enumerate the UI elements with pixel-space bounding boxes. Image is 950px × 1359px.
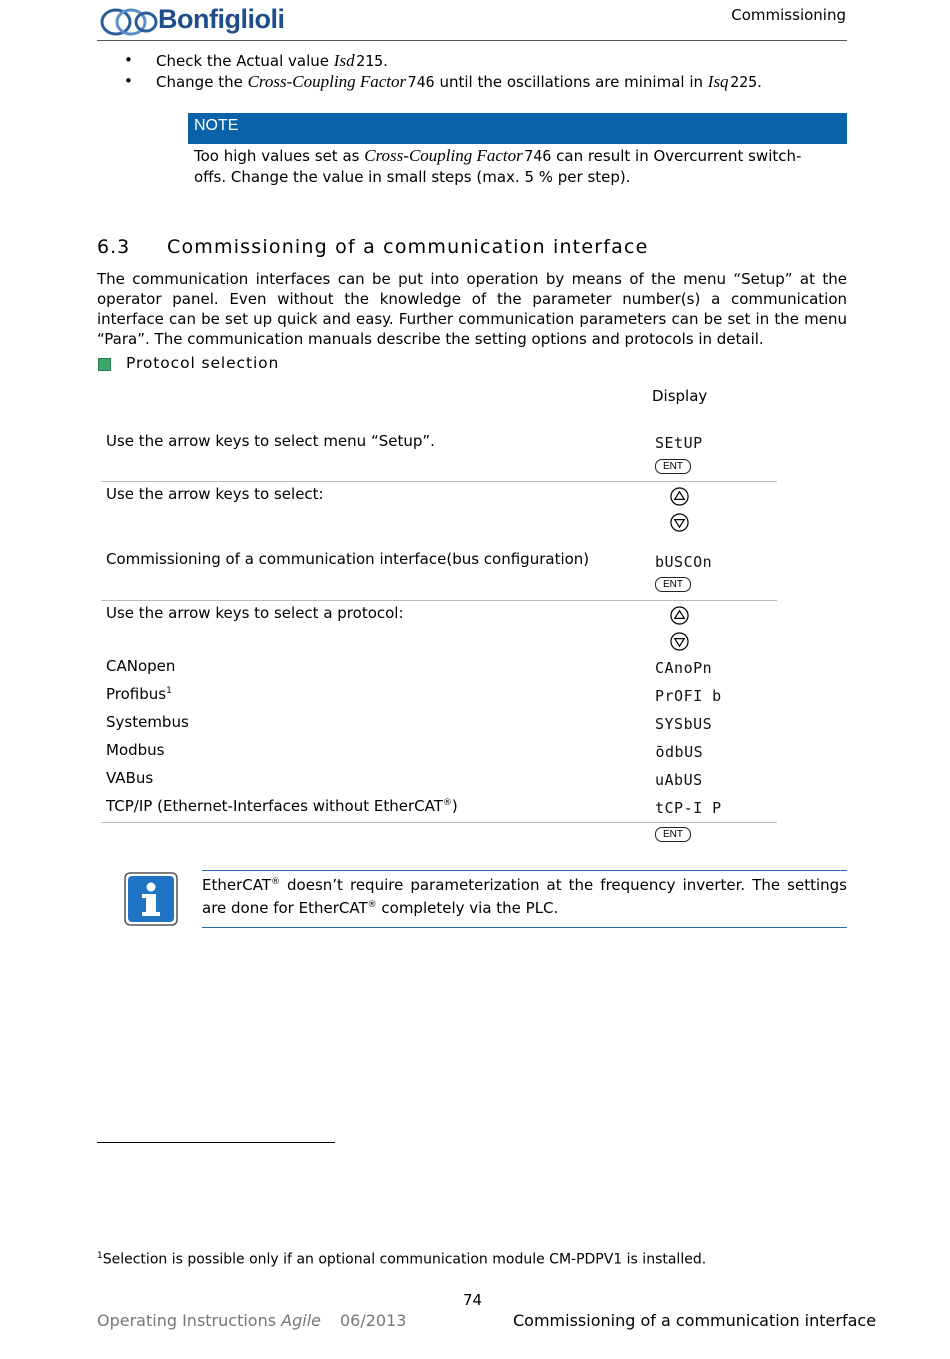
step-text: Use the arrow keys to select menu “Setup”. [106, 432, 435, 450]
footer-document-title: Operating Instructions Agile [97, 1311, 321, 1330]
step-text: Commissioning of a communication interface(bus configuration) [106, 550, 590, 568]
protocol-name: VABus [106, 769, 154, 787]
page-number: 74 [463, 1291, 483, 1309]
section-title: Commissioning of a communication interface [167, 236, 649, 258]
note-text: Too high values set as Cross-Coupling Factor 746 can result in Overcurrent switch- offs. Change the value in small steps (max. 5 % per step). [194, 146, 802, 186]
footnote: $^1$Selection is possible only if an optional communication module CM-PDPV1 is installed. [97, 1251, 707, 1268]
arrow-up-key-icon [670, 487, 689, 506]
protocol-name: Profibus$^1$ [106, 685, 172, 703]
lcd-display: tCP-I P [655, 799, 722, 817]
list-item: • Change the Cross-Coupling Factor 746 until the oscillations are minimal in Isq 225. [120, 71, 840, 92]
row-divider [101, 600, 777, 601]
ent-key: ENT [655, 827, 691, 842]
lcd-display: SEtUP [655, 434, 703, 452]
row-divider [101, 822, 777, 823]
info-text: EtherCAT® doesn’t require parameterization at the frequency inverter. The settings are done for EtherCAT® completely via the PLC. [202, 876, 847, 917]
info-top-rule [202, 870, 847, 871]
step-text: Use the arrow keys to select a protocol: [106, 604, 404, 622]
row-divider [101, 481, 777, 482]
lcd-display: PrOFI b [655, 687, 722, 705]
note-banner [188, 113, 847, 144]
ent-key: ENT [655, 577, 691, 592]
note-title: NOTE [194, 117, 239, 134]
protocol-name: Systembus [106, 713, 189, 731]
footer-date: 06/2013 [340, 1311, 407, 1330]
lcd-display: SYSbUS [655, 715, 713, 733]
protocol-name: TCP/IP (Ethernet-Interfaces without EtherCAT®) [106, 797, 458, 815]
step-text: Use the arrow keys to select: [106, 485, 324, 503]
footnote-divider [97, 1142, 335, 1143]
logo-wordmark: Bonfiglioli [158, 4, 285, 34]
footer-chapter-title: Commissioning of a communication interface [513, 1311, 877, 1330]
header-divider [97, 40, 847, 41]
arrow-down-key-icon [670, 632, 689, 651]
list-marker-icon [98, 358, 111, 371]
arrow-down-key-icon [670, 513, 689, 532]
lcd-display: bUSCOn [655, 553, 713, 571]
protocol-name: Modbus [106, 741, 165, 759]
protocol-selection-heading: Protocol selection [126, 354, 280, 372]
section-number: 6.3 [97, 236, 131, 258]
header-section-title: Commissioning [731, 6, 846, 24]
lcd-display: uAbUS [655, 771, 703, 789]
section-intro: The communication interfaces can be put into operation by means of the menu “Setup” at the operator panel. Even without the knowledge of the parameter number(s) a communication interface can be set up quick and easy. Further communication parameters can be set in the menu “Para”. The communication manuals describe the setting options and protocols in detail. [97, 270, 847, 348]
lcd-display: ̄odbUS [655, 743, 704, 761]
lcd-display: CAnoPn [655, 659, 713, 677]
ent-key: ENT [655, 459, 691, 474]
instruction-list [120, 50, 840, 92]
arrow-up-key-icon [670, 606, 689, 625]
info-bottom-rule [202, 927, 847, 928]
protocol-name: CANopen [106, 657, 176, 675]
list-item: • Check the Actual value Isd 215. [120, 50, 840, 71]
info-icon [124, 872, 178, 926]
display-column-header: Display [652, 387, 708, 405]
